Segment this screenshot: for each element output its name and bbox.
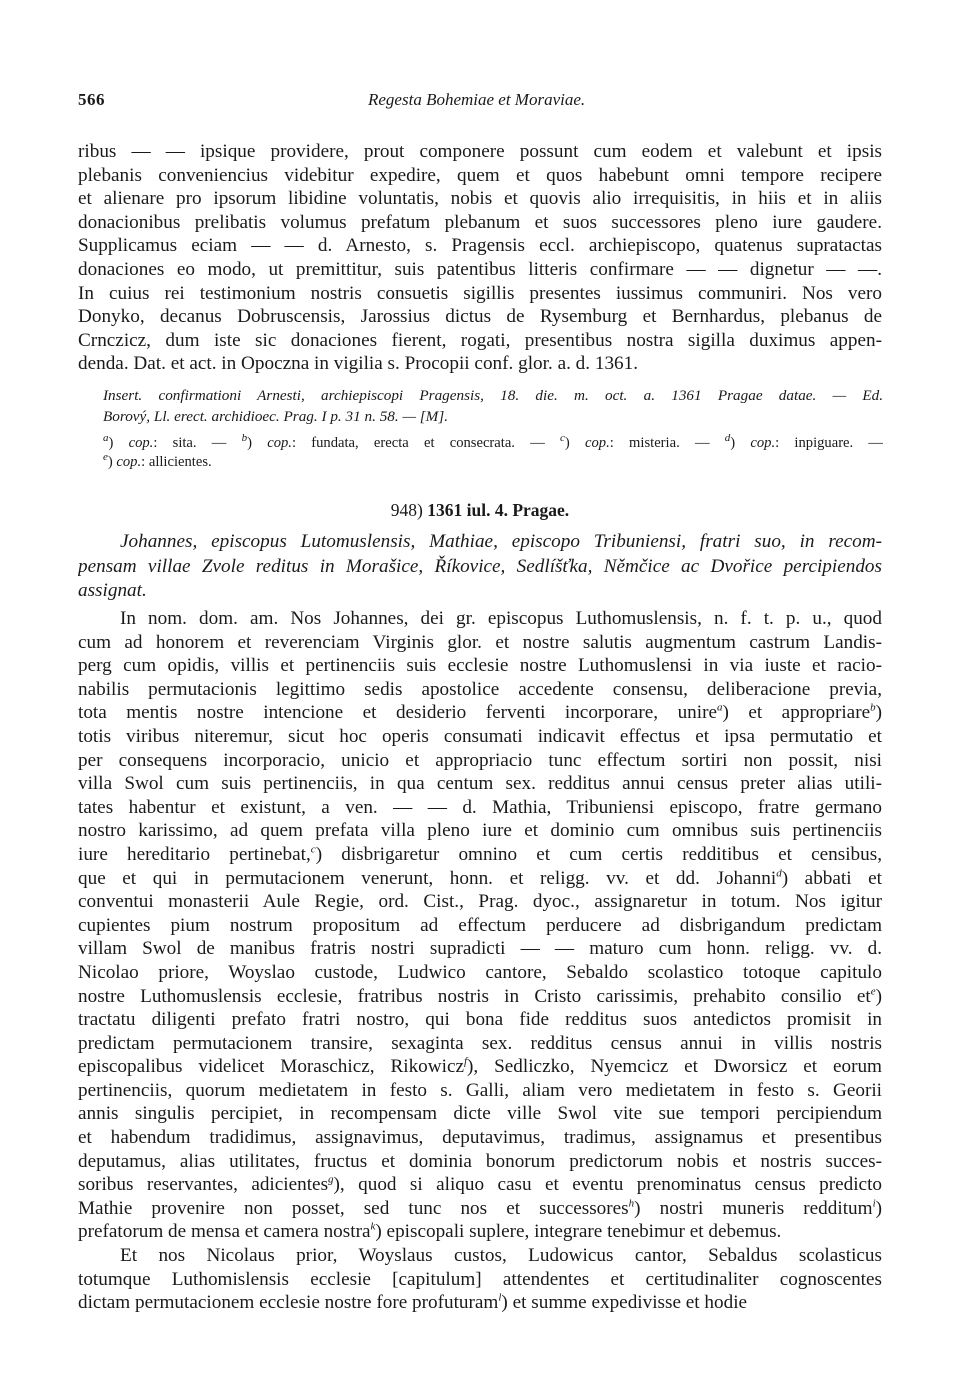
- document-date: 1361 iul. 4. Pragae.: [427, 500, 570, 520]
- footnote-item: $^e$) cop.: allicientes.: [103, 453, 212, 470]
- text-line: Mathie provenire non posset, sed tunc nos et successores$^h$) nostri muneris redditum$^i$): [78, 1197, 882, 1219]
- footnote-mark: k: [370, 1221, 376, 1234]
- text-line: denda. Dat. et act. in Opoczna in vigilia s. Procopii conf. glor. a. d. 1361.: [78, 353, 639, 375]
- footnote-source: cop.: [750, 435, 776, 451]
- text-line: cum ad honorem et reverenciam Virginis glor. et nostre salutis augmentum castrum Landis-: [78, 631, 882, 653]
- footnote-text: : sita. —: [153, 435, 242, 451]
- text-line: totis viribus niteremur, sicut hoc operis consumati indicavit effectus et ipsa permutatio et: [78, 725, 882, 747]
- document-body-text: [78, 607, 882, 1315]
- footnote-item: $^b$) cop.: fundata, erecta et consecrata. —: [241, 434, 561, 451]
- footnote-text: : fundata, erecta et consecrata. —: [291, 435, 561, 451]
- text-line: Supplicamus eciam — — d. Arnesto, s. Pragensis eccl. archiepiscopo, quatenus supratactas: [78, 235, 882, 257]
- footnote-mark: c: [310, 843, 316, 856]
- footnote-mark: d: [776, 867, 782, 880]
- text-line: totumque Luthomislensis ecclesie [capitulum] attendentes et certitudinaliter cognoscentes: [78, 1268, 882, 1290]
- preceding-document-text: [78, 140, 882, 376]
- text-line: Et nos Nicolaus prior, Woyslaus custos, Ludowicus cantor, Sebaldus scolasticus: [120, 1245, 882, 1267]
- document-number: 948): [390, 500, 423, 520]
- text-line: Donyko, decanus Dobruscensis, Jarossius dictus de Rysemburg et Bernhardus, plebanus de: [78, 306, 882, 328]
- footnote-mark: b: [241, 434, 248, 445]
- text-line: dictam permutacionem ecclesie nostre fore profuturam$^l$) et summe expedivisse et hodie: [78, 1291, 748, 1314]
- text-line: villa Swol cum suis pertinenciis, in qua centum sex. redditus annui census preter alias utili-: [78, 773, 882, 795]
- footnote-source: cop.: [116, 454, 142, 470]
- text-line: soribus reservantes, adicientes$^g$), quod si aliquo casu et eventu prenominatus census predicto: [78, 1173, 882, 1196]
- text-line: conventui monasterii Aule Regie, ord. Cist., Prag. dyoc., assignaretur in totum. Nos igitur: [78, 891, 882, 913]
- text-line: Nicolao priore, Woyslao custode, Ludwico cantore, Sebaldo scolastico totoque capitulo: [78, 961, 882, 983]
- text-line: tractatu diligenti prefato fratri nostro, qui bona fide redditus suos antedictos promisit in: [78, 1009, 882, 1031]
- text-line: In nom. dom. am. Nos Johannes, dei gr. episcopus Luthomuslensis, n. f. t. p. u., quod: [120, 608, 882, 629]
- text-line: Johannes, episcopus Lutomuslensis, Mathiae, episcopo Tribuniensi, fratri suo, in recom-: [120, 531, 882, 552]
- text-line: et alienare pro ipsorum libidine voluntatis, nobis et quovis alio irrequisitis, in hiis et in aliis: [78, 188, 882, 210]
- footnotes: [103, 434, 883, 472]
- footnote-mark: l: [498, 1291, 502, 1304]
- text-line: donaciones eo modo, ut premittitur, suis patentibus litteris confirmare — — dignetur — —.: [78, 258, 882, 280]
- text-line: deputamus, alias utilitates, fructus et dominia bonorum predictorum nobis et nostris succes-: [78, 1150, 882, 1172]
- footnote-item: $^c$) cop.: misteria. —: [560, 434, 725, 451]
- text-line: perg cum opidis, villis et pertinenciis suis ecclesie nostre Luthomuslensi in via iuste et racio-: [78, 655, 882, 677]
- footnote-item: $^d$) cop.: inpiguare. —: [724, 434, 883, 451]
- running-title: Regesta Bohemiae et Moraviae.: [368, 90, 586, 109]
- footnote-mark: c: [560, 434, 565, 445]
- text-line: plebanis conveniencius videbitur expedire, quem et quos habebunt omni tempore recipere: [78, 164, 882, 186]
- page-number: 566: [78, 90, 105, 109]
- edition-note: [103, 385, 883, 427]
- text-line: Borový, Ll. erect. archidioec. Prag. I p. 31 n. 58. — [M].: [103, 408, 449, 425]
- footnote-line: [103, 434, 883, 453]
- text-line: villam Swol de manibus fratris nostri supradicti — — maturo cum honn. religg. vv. d.: [78, 938, 882, 960]
- text-line: ribus — — ipsique providere, prout componere possunt cum eodem et valebunt et ipsis: [78, 141, 882, 162]
- footnote-mark: h: [628, 1197, 635, 1210]
- text-line: tates habentur et existunt, a ven. — — d. Mathia, Tribuniensi episcopo, fratre germano: [78, 796, 882, 818]
- text-line: nabilis permutacionis legittimo sedis apostolice accedente consensu, deliberacione previa,: [78, 678, 882, 700]
- text-line: tota mentis nostre intencione et desiderio ferventi incorporare, unire$^a$) et appropriare$^b$): [78, 701, 882, 724]
- text-line: In cuius rei testimonium nostris consuetis sigillis presentes iussimus communiri. Nos vero: [78, 282, 882, 304]
- text-line: iure hereditario pertinebat,$^c$) disbrigaretur omnino et cum certis redditibus et censibus,: [78, 843, 882, 865]
- text-line: Crnczicz, dum iste sic donaciones fierent, rogati, presentibus nostra sigilla duximus appen-: [78, 329, 882, 351]
- text-line: cupientes pium nostrum propositum ad effectum perducere ad disbrigandum predictam: [78, 914, 882, 936]
- footnote-mark: e: [103, 453, 108, 464]
- footnote-mark: b: [870, 701, 876, 714]
- footnote-mark: g: [328, 1173, 334, 1186]
- text-line: et habendum tradidimus, assignavimus, deputavimus, tradimus, assignamus et presentibus: [78, 1127, 882, 1149]
- footnote-text: : inpiguare. —: [775, 435, 883, 451]
- text-line: donacionibus prelibatis volumus prefatum plebanum et suos successores pleno iure gaudere.: [78, 211, 882, 233]
- text-line: Insert. confirmationi Arnesti, archiepiscopi Pragensis, 18. die. m. oct. a. 1361 Pragae datae. — Ed.: [103, 387, 883, 404]
- footnote-mark: d: [724, 434, 731, 445]
- footnote-item: $^a$) cop.: sita. —: [103, 434, 242, 451]
- footnote-source: cop.: [267, 435, 292, 451]
- text-line: assignat.: [78, 580, 147, 601]
- footnote-mark: a: [717, 701, 723, 714]
- document-heading: [78, 499, 882, 521]
- text-line: que et qui in permutacionem venerunt, honn. et religg. vv. et dd. Johanni$^d$) abbati et: [78, 867, 882, 889]
- text-line: pensam villae Zvole reditus in Morašice, Říkovice, Sedlíšťka, Němčice ac Dvořice percipiendos: [78, 555, 882, 577]
- text-line: predictam permutacionem transire, sexaginta sex. redditus census annui in villis nostris: [78, 1032, 882, 1054]
- text-line: pertinenciis, quorum medietatem in festo s. Galli, aliam vero medietatem in festo s. Georii: [78, 1079, 882, 1101]
- footnote-source: cop.: [585, 435, 610, 451]
- text-line: nostro karissimo, ad quem prefata villa pleno iure et dominio cum omnibus suis pertinenciis: [78, 820, 882, 842]
- footnote-line: [103, 453, 883, 472]
- footnote-mark: a: [103, 434, 109, 445]
- footnote-mark: i: [872, 1197, 876, 1210]
- text-line: annis singulis percipiet, in recompensam dicte ville Swol vite sue tempori percipiendum: [78, 1103, 882, 1125]
- text-line: per consequens incorporacio, unicio et appropriacio tunc effectum sortiri non possit, nisi: [78, 749, 882, 771]
- footnote-mark: e: [870, 985, 876, 998]
- text-line: prefatorum de mensa et camera nostra$^k$) episcopali suplere, integrare tenebimur et debemus.: [78, 1221, 782, 1243]
- footnote-mark: f: [463, 1055, 468, 1068]
- footnote-text: : allicientes.: [141, 454, 212, 470]
- footnote-source: cop.: [128, 435, 154, 451]
- footnote-text: : misteria. —: [609, 435, 725, 451]
- text-line: episcopalibus videlicet Moraschicz, Rikowicz$^f$), Sedliczko, Nyemcicz et Dworsicz et eorum: [78, 1055, 882, 1078]
- page-header: [78, 90, 882, 116]
- text-line: nostre Luthomuslensis ecclesie, fratribus nostris in Cristo carissimis, prehabito consilio $et^e$): [78, 985, 882, 1007]
- regest-summary: [78, 530, 882, 604]
